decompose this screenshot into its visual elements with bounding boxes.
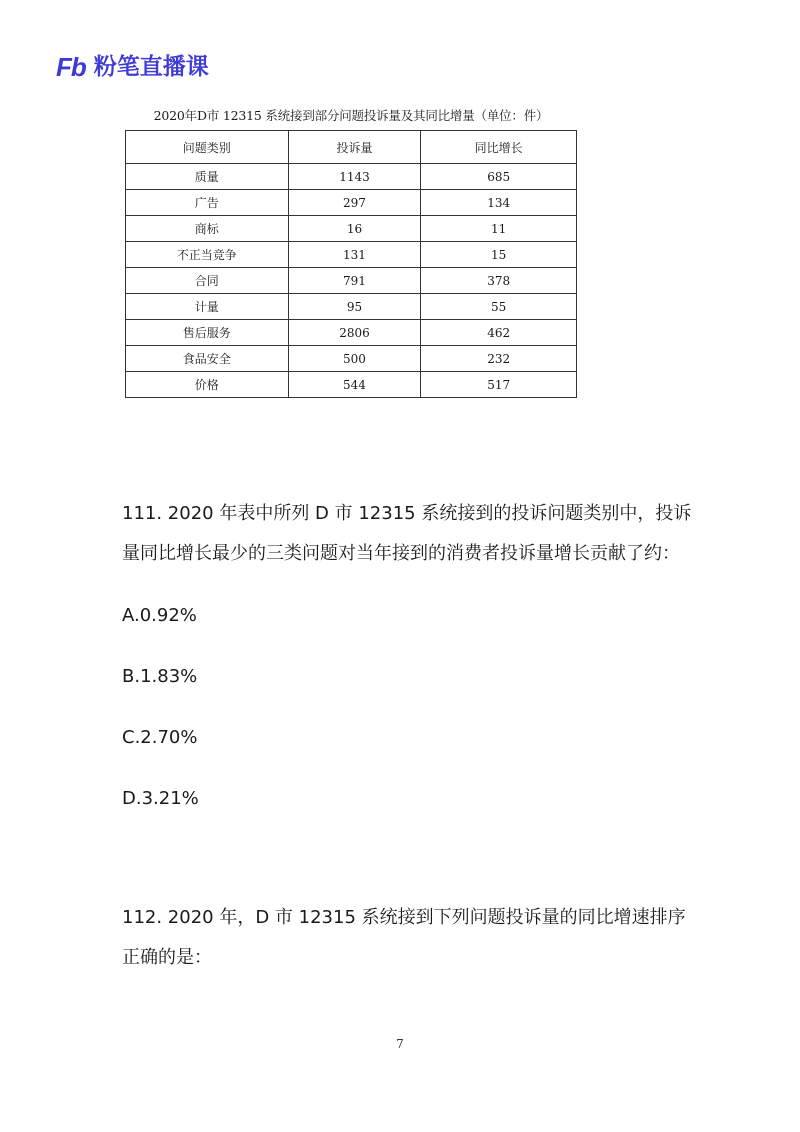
table-header-row	[126, 131, 577, 164]
complaints-cell: 500	[288, 346, 421, 372]
header-complaints: 投诉量	[288, 131, 421, 164]
category-cell: 计量	[126, 294, 289, 320]
table-row	[126, 320, 577, 346]
table-row	[126, 268, 577, 294]
category-cell: 售后服务	[126, 320, 289, 346]
complaints-cell: 95	[288, 294, 421, 320]
category-cell: 质量	[126, 164, 289, 190]
option-d: D.3.21%	[122, 788, 199, 809]
option-b: B.1.83%	[122, 666, 198, 687]
growth-cell: 134	[421, 190, 577, 216]
table-row	[126, 346, 577, 372]
complaints-cell: 16	[288, 216, 421, 242]
growth-cell: 378	[421, 268, 577, 294]
fb-logo-icon: Fb	[56, 52, 86, 82]
table-row	[126, 294, 577, 320]
option-a: A.0.92%	[122, 605, 197, 626]
header-growth: 同比增长	[421, 131, 577, 164]
table-row	[126, 372, 577, 398]
category-cell: 不正当竞争	[126, 242, 289, 268]
table-row	[126, 242, 577, 268]
complaints-table	[125, 130, 577, 398]
growth-cell: 11	[421, 216, 577, 242]
question-112-text: 112. 2020 年，D 市 12315 系统接到下列问题投诉量的同比增速排序正确的是：	[122, 907, 686, 968]
question-111-text: 111. 2020 年表中所列 D 市 12315 系统接到的投诉问题类别中，投诉量同比增长最少的三类问题对当年接到的消费者投诉量增长贡献了约：	[122, 503, 692, 564]
table-row	[126, 216, 577, 242]
category-cell: 食品安全	[126, 346, 289, 372]
complaints-cell: 2806	[288, 320, 421, 346]
complaints-cell: 131	[288, 242, 421, 268]
growth-cell: 685	[421, 164, 577, 190]
growth-cell: 15	[421, 242, 577, 268]
header-category: 问题类别	[126, 131, 289, 164]
complaints-cell: 297	[288, 190, 421, 216]
option-c: C.2.70%	[122, 727, 198, 748]
brand-name: 粉笔直播课	[93, 54, 209, 80]
category-cell: 商标	[126, 216, 289, 242]
complaints-cell: 791	[288, 268, 421, 294]
growth-cell: 55	[421, 294, 577, 320]
complaints-cell: 1143	[288, 164, 421, 190]
complaints-cell: 544	[288, 372, 421, 398]
category-cell: 合同	[126, 268, 289, 294]
growth-cell: 232	[421, 346, 577, 372]
table-caption: 2020年D市 12315 系统接到部分问题投诉量及其同比增量（单位：件）	[153, 108, 549, 123]
table-row	[126, 164, 577, 190]
growth-cell: 517	[421, 372, 577, 398]
table-row	[126, 190, 577, 216]
category-cell: 价格	[126, 372, 289, 398]
category-cell: 广告	[126, 190, 289, 216]
page-number: 7	[396, 1037, 404, 1051]
growth-cell: 462	[421, 320, 577, 346]
header-logo	[56, 52, 209, 82]
